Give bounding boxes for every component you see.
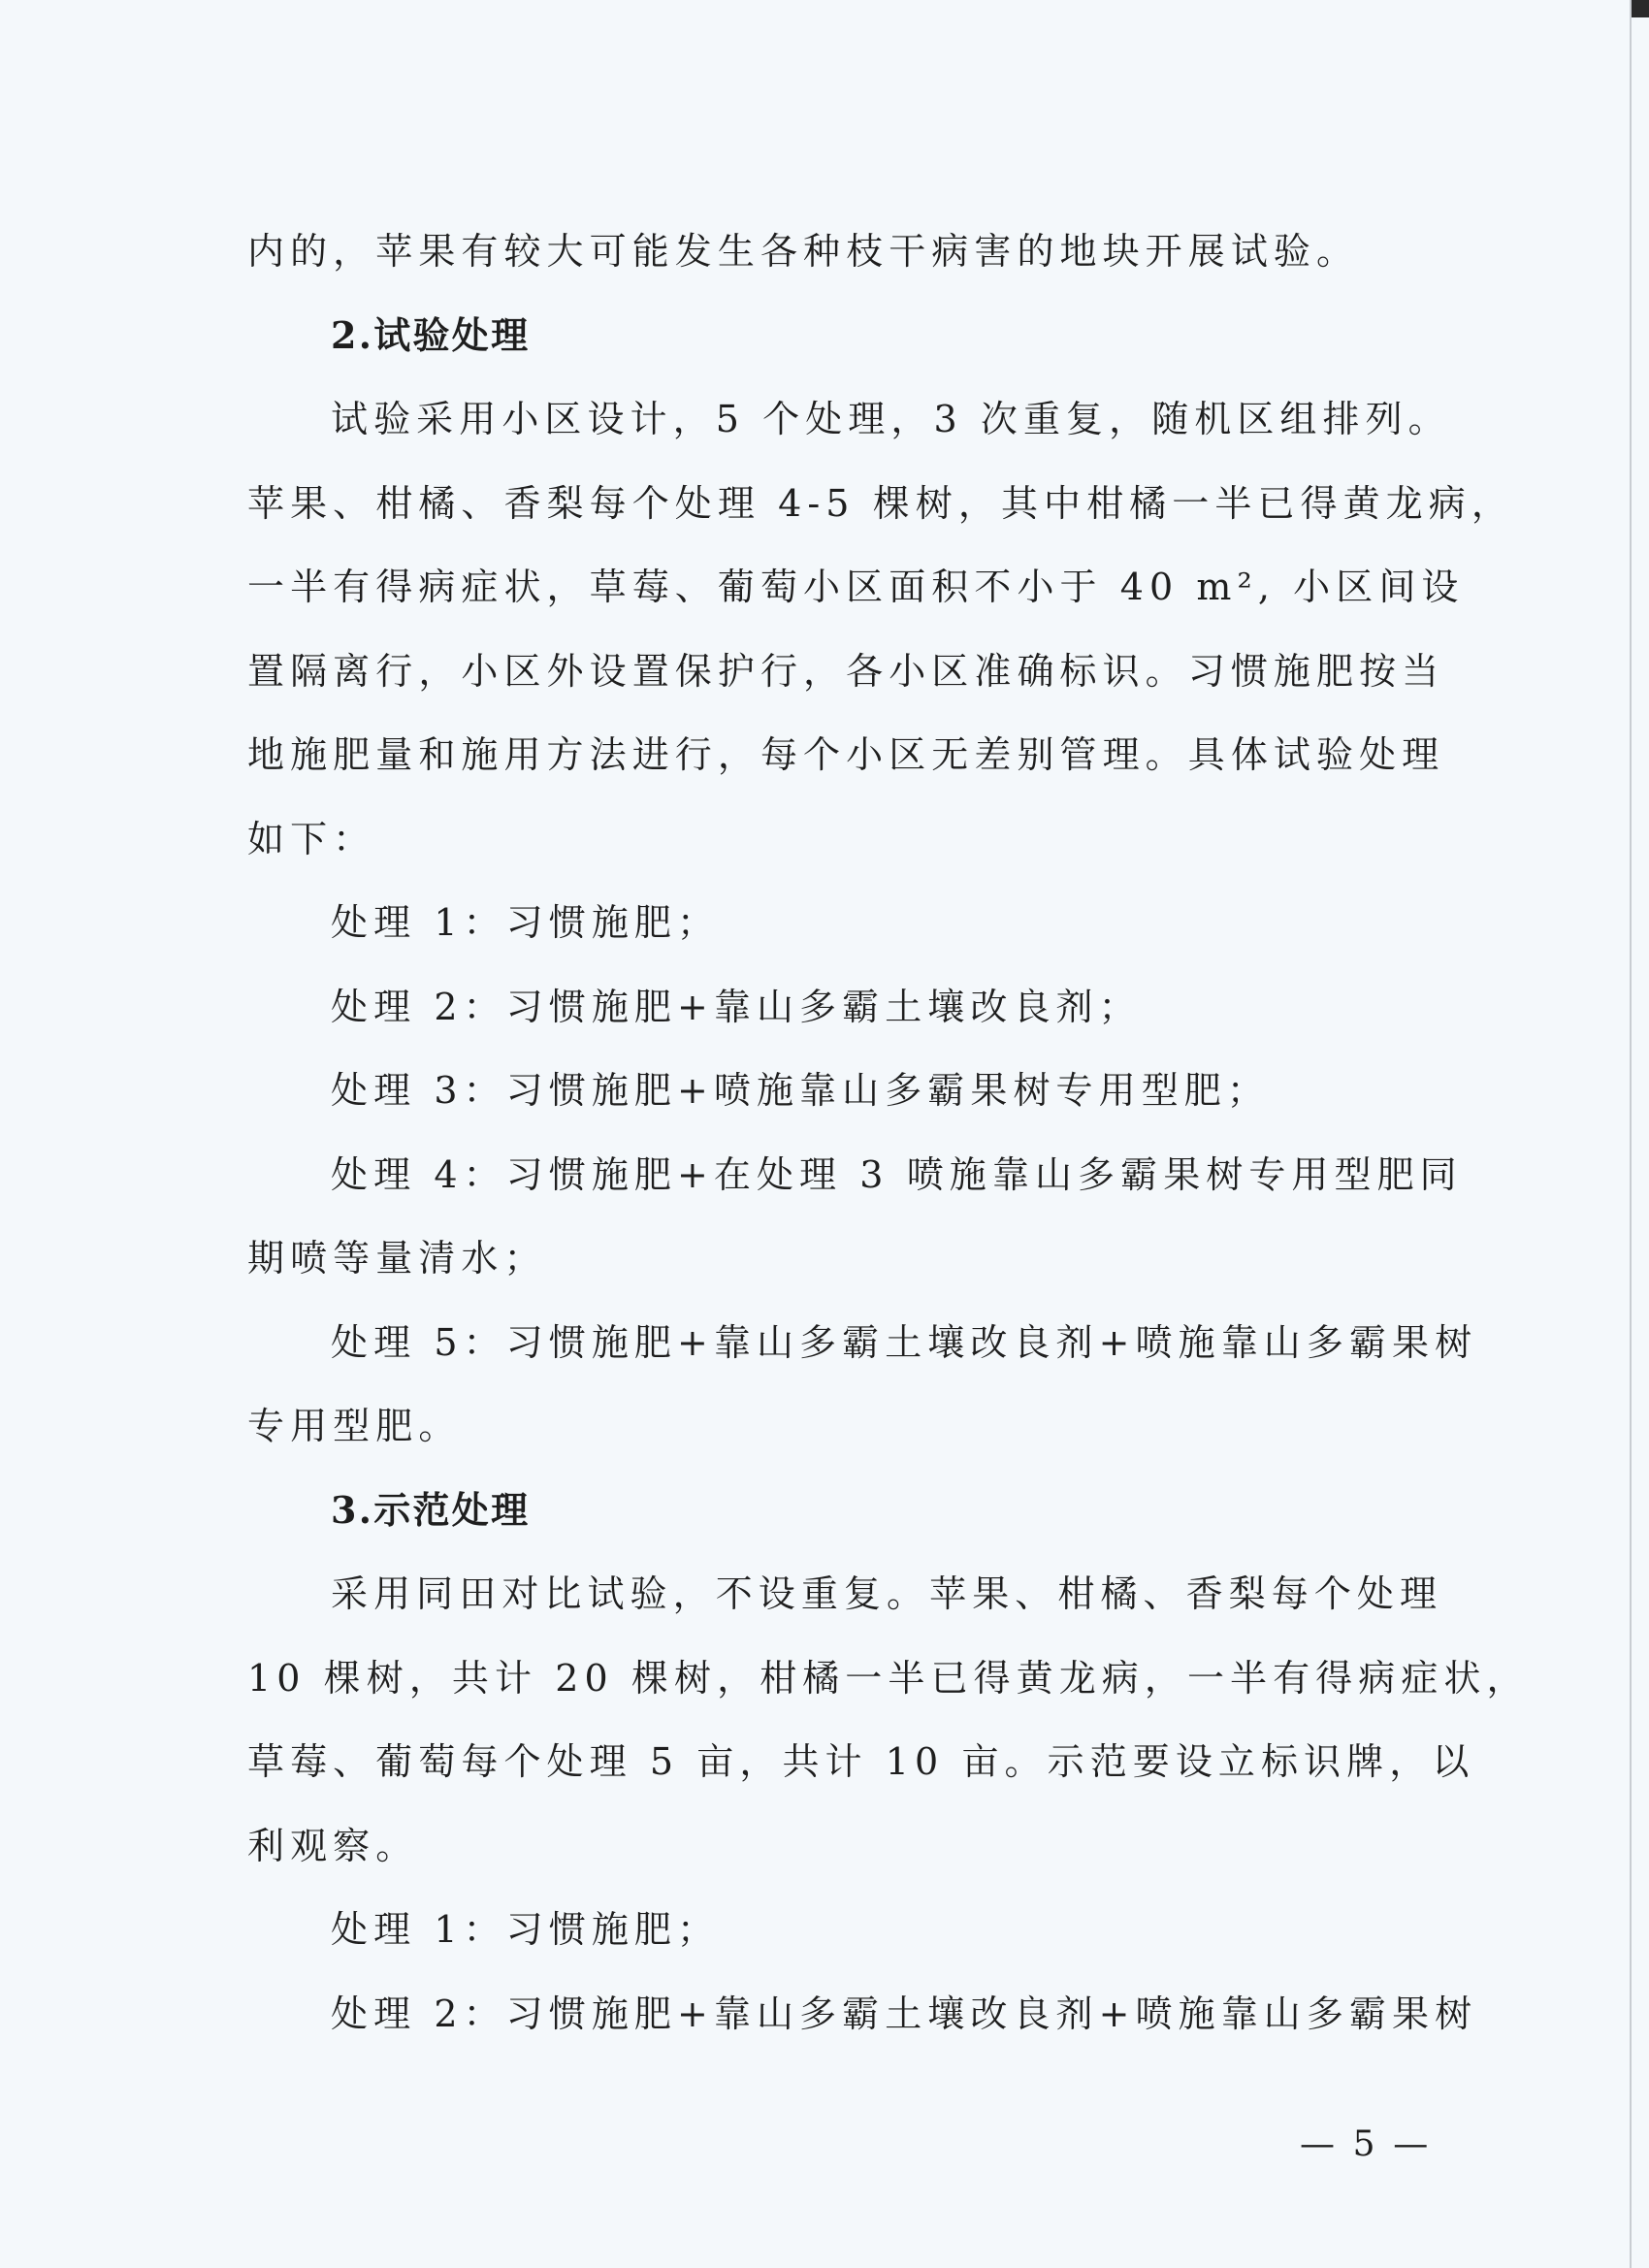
- text-line: 内的，苹果有较大可能发生各种枝干病害的地块开展试验。: [247, 230, 1360, 273]
- text-line: 利观察。: [247, 1824, 419, 1867]
- treatment-item: 处理 1：习惯施肥；: [331, 1908, 721, 1951]
- scan-corner: [1632, 0, 1649, 17]
- text-line: 置隔离行，小区外设置保护行，各小区准确标识。习惯施肥按当: [247, 649, 1445, 693]
- treatment-item: 处理 3：习惯施肥+喷施靠山多霸果树专用型肥；: [331, 1069, 1270, 1112]
- text-line: 专用型肥。: [247, 1405, 462, 1447]
- treatment-item: 处理 1：习惯施肥；: [331, 901, 721, 944]
- text-line: 如下：: [247, 817, 376, 860]
- page-edge: [1630, 0, 1632, 2268]
- document-body: [247, 210, 1530, 2056]
- text-line: 采用同田对比试验，不设重复。苹果、柑橘、香梨每个处理: [331, 1572, 1443, 1615]
- text-line: 草莓、葡萄每个处理 5 亩，共计 10 亩。示范要设立标识牌，以: [247, 1740, 1475, 1783]
- text-line: 试验采用小区设计，5 个处理，3 次重复，随机区组排列。: [331, 398, 1451, 440]
- text-line: 地施肥量和施用方法进行，每个小区无差别管理。具体试验处理: [247, 733, 1445, 776]
- text-line: 一半有得病症状，草莓、葡萄小区面积不小于 40 m², 小区间设: [247, 566, 1465, 608]
- page-number: — 5 —: [1300, 2124, 1432, 2164]
- treatment-item: 处理 2：习惯施肥+靠山多霸土壤改良剂+喷施靠山多霸果树: [331, 1992, 1478, 2035]
- section-heading-trial-treatment: 2.试验处理: [331, 312, 531, 357]
- text-line: 期喷等量清水；: [247, 1237, 547, 1280]
- treatment-item: 处理 2：习惯施肥+靠山多霸土壤改良剂；: [331, 985, 1142, 1028]
- treatment-item: 处理 5：习惯施肥+靠山多霸土壤改良剂+喷施靠山多霸果树: [331, 1320, 1478, 1364]
- text-line: 苹果、柑橘、香梨每个处理 4-5 棵树，其中柑橘一半已得黄龙病，: [247, 481, 1514, 525]
- text-line: 10 棵树，共计 20 棵树，柑橘一半已得黄龙病，一半有得病症状，: [247, 1656, 1530, 1700]
- treatment-item: 处理 4：习惯施肥+在处理 3 喷施靠山多霸果树专用型肥同: [331, 1152, 1463, 1196]
- section-heading-demo-treatment: 3.示范处理: [331, 1487, 531, 1532]
